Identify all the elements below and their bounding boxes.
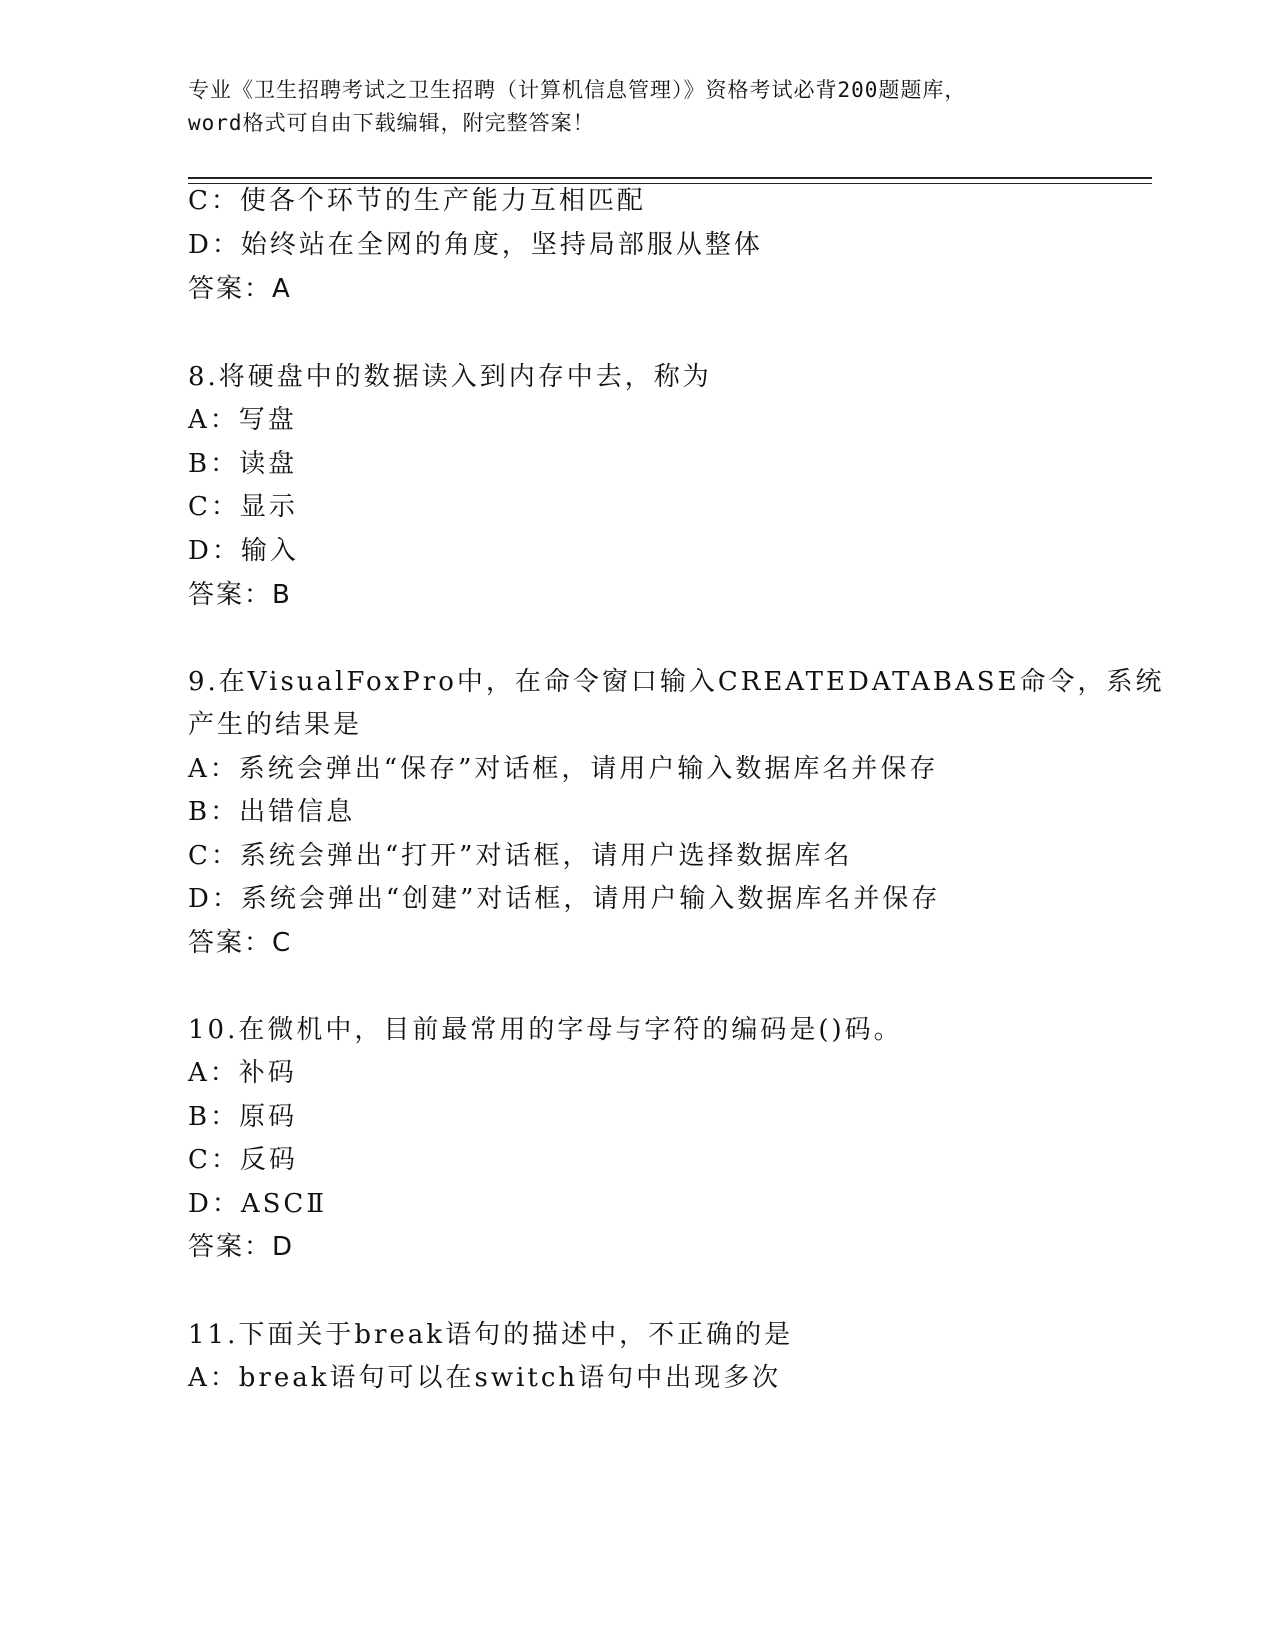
question-10-option-c: C：反码	[188, 1145, 298, 1175]
prev-question-answer: 答案：A	[188, 274, 292, 304]
question-9-stem-line-2: 产生的结果是	[188, 710, 363, 740]
question-8-option-b: B：读盘	[188, 449, 298, 479]
question-9-option-c: C：系统会弹出“打开”对话框，请用户选择数据库名	[188, 841, 853, 871]
question-8-answer: 答案：B	[188, 580, 292, 610]
question-10-option-a: A：补码	[188, 1058, 297, 1088]
question-8-option-a: A：写盘	[188, 405, 297, 435]
question-8-option-d: D：输入	[188, 536, 299, 566]
question-9-answer: 答案：C	[188, 928, 293, 958]
document-header	[188, 74, 1088, 140]
header-title-line-1: 专业《卫生招聘考试之卫生招聘（计算机信息管理）》资格考试必背200题题库，	[188, 78, 967, 102]
question-10-stem: 10.在微机中，目前最常用的字母与字符的编码是()码。	[188, 1015, 903, 1045]
prev-question-option-d: D：始终站在全网的角度，坚持局部服从整体	[188, 230, 763, 260]
question-10-option-d: D：ASCⅡ	[188, 1189, 327, 1219]
header-divider-thick	[188, 177, 1152, 179]
question-8-stem: 8.将硬盘中的数据读入到内存中去，称为	[188, 362, 712, 392]
header-divider-thin	[188, 183, 1152, 184]
question-10-answer: 答案：D	[188, 1232, 295, 1262]
prev-question-option-c: C：使各个环节的生产能力互相匹配	[188, 186, 646, 216]
question-8-option-c: C：显示	[188, 492, 298, 522]
question-11-option-a: A：break语句可以在switch语句中出现多次	[188, 1363, 782, 1393]
question-9-option-a: A：系统会弹出“保存”对话框，请用户输入数据库名并保存	[188, 754, 939, 784]
question-9-option-d: D：系统会弹出“创建”对话框，请用户输入数据库名并保存	[188, 884, 941, 914]
question-11-stem: 11.下面关于break语句的描述中，不正确的是	[188, 1320, 794, 1350]
question-9-option-b: B：出错信息	[188, 797, 356, 827]
header-title-line-2: word格式可自由下载编辑，附完整答案！	[188, 111, 595, 135]
question-9-stem-line-1: 9.在VisualFoxPro中，在命令窗口输入CREATEDATABASE命令，系统	[188, 667, 1165, 697]
question-10-option-b: B：原码	[188, 1102, 298, 1132]
